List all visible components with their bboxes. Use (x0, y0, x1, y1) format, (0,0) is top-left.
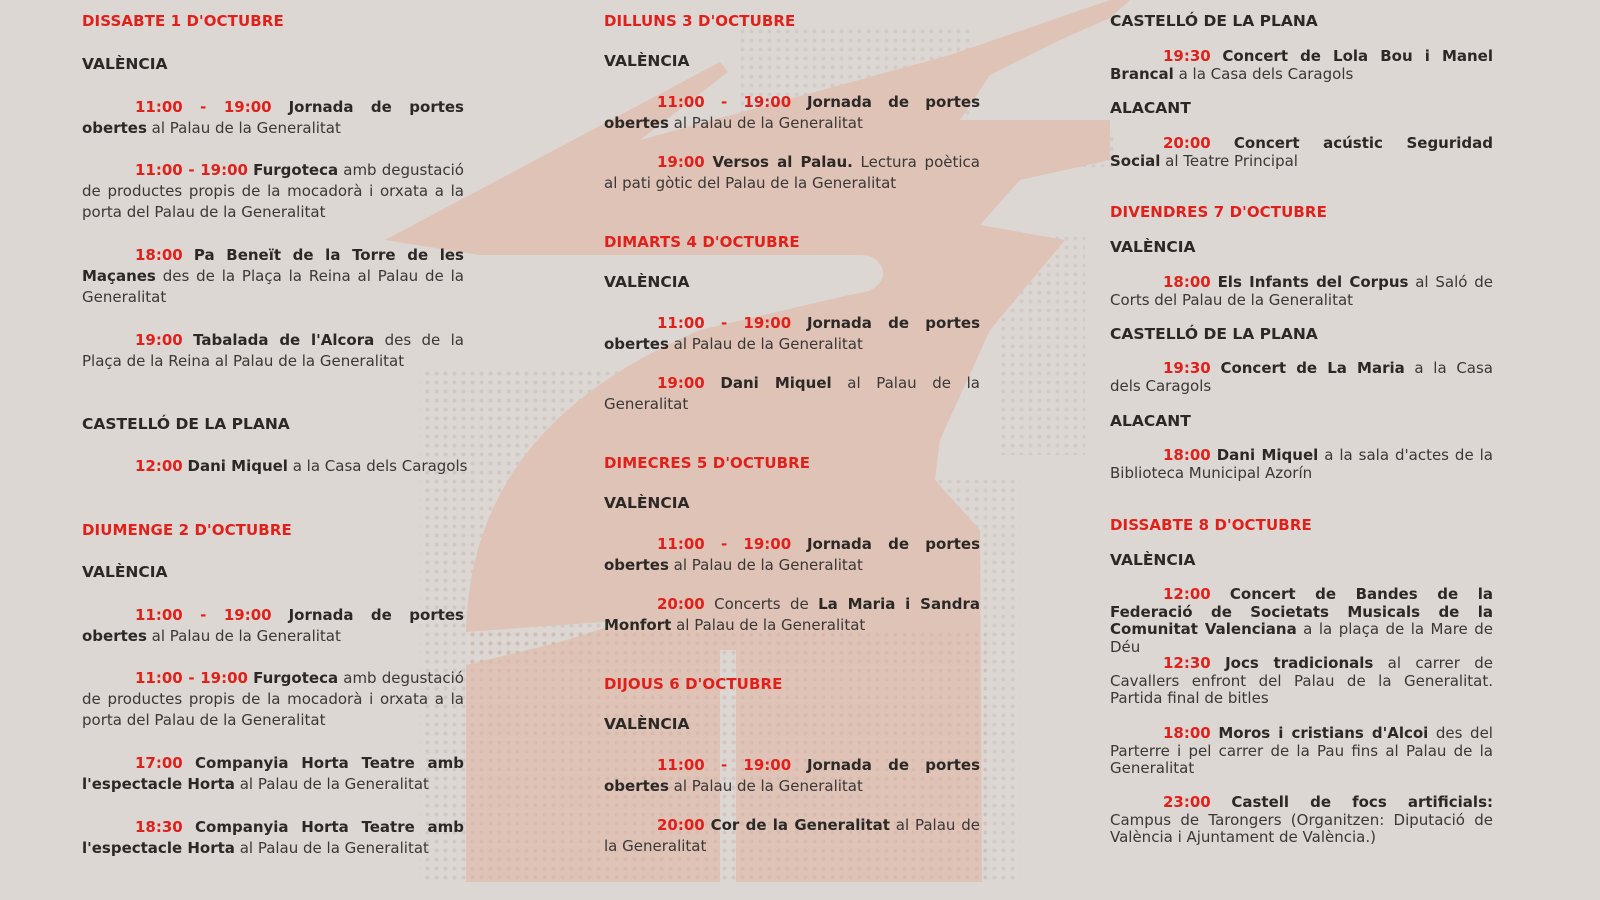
event-item (1110, 274, 1493, 309)
event-time: 18:30 (135, 818, 183, 836)
event-item (82, 456, 474, 477)
event-details: al Palau de la Generalitat (668, 114, 863, 132)
city-heading: VALÈNCIA (1110, 238, 1196, 256)
event-title: Jornada de portes obertes (82, 98, 464, 137)
event-details: des de la Plaça de la Reina al Palau de la Generalitat (82, 331, 464, 370)
event-details: al Palau de la Generalitat (668, 335, 863, 353)
event-time: 19:00 (135, 331, 183, 349)
city-heading: VALÈNCIA (604, 273, 690, 291)
event-item (82, 97, 464, 139)
event-details: des de la Plaça la Reina al Palau de la Generalitat (82, 267, 464, 306)
event-title: Jornada de portes obertes (604, 314, 980, 353)
event-time: 18:00 (1163, 724, 1211, 742)
event-time: 11:00 - 19:00 (657, 314, 792, 332)
event-item (604, 755, 980, 797)
event-details: al Palau de la Generalitat (604, 816, 980, 855)
city-heading: VALÈNCIA (82, 563, 168, 581)
event-item (604, 815, 980, 857)
event-title: Companyia Horta Teatre amb l'espectacle Horta (82, 818, 464, 857)
event-title: Jocs tradicionals (1225, 654, 1374, 672)
event-item (604, 594, 980, 636)
event-time: 19:00 (657, 153, 705, 171)
event-time: 11:00 - 19:00 (135, 161, 248, 179)
event-details: al Palau de la Generalitat (234, 775, 429, 793)
event-details: al Palau de la Generalitat (668, 556, 863, 574)
event-time: 11:00 - 19:00 (135, 606, 272, 624)
event-details: al Palau de la Generalitat (668, 777, 863, 795)
event-details: a la Casa dels Caragols (1110, 359, 1493, 395)
event-item (82, 605, 464, 647)
event-item (1110, 360, 1493, 395)
event-time: 12:00 (1163, 585, 1211, 603)
event-details: al Palau de la Generalitat (671, 616, 866, 634)
event-time: 20:00 (1163, 134, 1211, 152)
event-prefix: Concerts de (704, 595, 819, 613)
event-details: Campus de Tarongers (Organitzen: Diputació de València i Ajuntament de València.) (1110, 810, 1493, 846)
event-title: Concert de La Maria (1220, 359, 1405, 377)
event-time: 20:00 (657, 595, 705, 613)
city-heading: CASTELLÓ DE LA PLANA (82, 415, 290, 433)
event-title: Concert de Lola Bou i Manel Brancal (1110, 47, 1493, 83)
event-title: Concert de Bandes de la Federació de Societats Musicals de la Comunitat Valenciana (1110, 585, 1493, 638)
event-item (1110, 447, 1493, 482)
event-time: 18:00 (135, 246, 183, 264)
event-time: 11:00 - 19:00 (657, 535, 792, 553)
event-item (1110, 586, 1493, 656)
event-details: al Teatre Principal (1160, 151, 1298, 170)
day-heading: DIMECRES 5 D'OCTUBRE (604, 454, 811, 472)
event-details: amb degustació de productes propis de la mocadorà i orxata a la porta del Palau de la Generalitat (82, 161, 464, 221)
event-time: 11:00 - 19:00 (135, 98, 272, 116)
event-details: al Palau de la Generalitat (604, 374, 980, 413)
city-heading: ALACANT (1110, 99, 1191, 117)
event-title: Pa Beneït de la Torre de les Maçanes (82, 246, 464, 285)
event-title: Jornada de portes obertes (82, 606, 464, 645)
event-title: Jornada de portes obertes (604, 93, 980, 132)
city-heading: ALACANT (1110, 412, 1191, 430)
event-item (1110, 655, 1493, 708)
city-heading: CASTELLÓ DE LA PLANA (1110, 12, 1318, 30)
event-title: Jornada de portes obertes (604, 535, 980, 574)
event-title: Dani Miquel (187, 457, 288, 475)
day-heading: DILLUNS 3 D'OCTUBRE (604, 12, 796, 30)
event-title: Furgoteca (253, 161, 339, 179)
event-details: a la plaça de la Mare de Déu (1110, 620, 1493, 656)
day-heading: DIUMENGE 2 D'OCTUBRE (82, 521, 292, 539)
day-heading: DIMARTS 4 D'OCTUBRE (604, 233, 800, 251)
city-heading: VALÈNCIA (604, 52, 690, 70)
event-title: Concert acústic Seguridad Social (1110, 134, 1493, 170)
event-details: a la sala d'actes de la Biblioteca Municipal Azorín (1110, 446, 1493, 482)
event-item (1110, 794, 1493, 847)
city-heading: VALÈNCIA (604, 494, 690, 512)
city-heading: VALÈNCIA (604, 715, 690, 733)
event-title: Jornada de portes obertes (604, 756, 980, 795)
event-item (82, 668, 464, 731)
event-title: Moros i cristians d'Alcoi (1218, 724, 1429, 742)
event-time: 12:00 (135, 457, 183, 475)
day-heading: DIVENDRES 7 D'OCTUBRE (1110, 203, 1327, 221)
event-details: al Palau de la Generalitat (146, 119, 341, 137)
day-heading: DIJOUS 6 D'OCTUBRE (604, 675, 783, 693)
event-details: Lectura poètica al pati gòtic del Palau de la Generalitat (604, 153, 980, 192)
event-time: 17:00 (135, 754, 183, 772)
event-details: amb degustació de productes propis de la mocadorà i orxata a la porta del Palau de la Generalitat (82, 669, 464, 729)
event-title: Castell de focs artificials: (1231, 793, 1493, 811)
city-heading: VALÈNCIA (82, 55, 168, 73)
event-item (1110, 135, 1493, 170)
event-title: Els Infants del Corpus (1217, 273, 1409, 291)
event-item (82, 817, 464, 859)
day-heading: DISSABTE 1 D'OCTUBRE (82, 12, 284, 30)
event-details: a la Casa dels Caragols (287, 457, 468, 475)
event-time: 20:00 (657, 816, 705, 834)
event-time: 19:30 (1163, 47, 1211, 65)
event-time: 18:00 (1163, 273, 1211, 291)
event-time: 11:00 - 19:00 (657, 93, 792, 111)
event-details: des del Parterre i pel carrer de la Pau fins al Palau de la Generalitat (1110, 724, 1493, 777)
event-item (82, 245, 464, 308)
event-title: Dani Miquel (720, 374, 832, 392)
event-time: 12:30 (1163, 654, 1211, 672)
event-details: al Saló de Corts del Palau de la Generalitat (1110, 273, 1493, 309)
event-details: al Palau de la Generalitat (146, 627, 341, 645)
event-title: Companyia Horta Teatre amb l'espectacle Horta (82, 754, 464, 793)
event-item (82, 160, 464, 223)
event-title: Furgoteca (253, 669, 339, 687)
event-title: Versos al Palau. (712, 153, 853, 171)
event-title: La Maria i Sandra Monfort (604, 595, 980, 634)
event-item (604, 534, 980, 576)
event-item (604, 92, 980, 134)
city-heading: CASTELLÓ DE LA PLANA (1110, 325, 1318, 343)
event-time: 19:00 (657, 374, 705, 392)
event-item (82, 330, 464, 372)
city-heading: VALÈNCIA (1110, 551, 1196, 569)
event-item (1110, 48, 1493, 83)
event-time: 11:00 - 19:00 (657, 756, 792, 774)
event-title: Cor de la Generalitat (710, 816, 890, 834)
event-time: 23:00 (1163, 793, 1211, 811)
event-details: al Palau de la Generalitat (234, 839, 429, 857)
event-time: 19:30 (1163, 359, 1211, 377)
event-details: a la Casa dels Caragols (1173, 64, 1354, 83)
event-time: 11:00 - 19:00 (135, 669, 248, 687)
event-item (604, 313, 980, 355)
event-details: al carrer de Cavallers enfront del Palau de la Generalitat. Partida final de bitles (1110, 654, 1493, 707)
event-item (82, 753, 464, 795)
event-title: Tabalada de l'Alcora (193, 331, 375, 349)
event-title: Dani Miquel (1216, 446, 1319, 464)
event-time: 18:00 (1163, 446, 1211, 464)
event-item (604, 373, 980, 415)
day-heading: DISSABTE 8 D'OCTUBRE (1110, 516, 1312, 534)
event-item (604, 152, 980, 194)
event-item (1110, 725, 1493, 778)
